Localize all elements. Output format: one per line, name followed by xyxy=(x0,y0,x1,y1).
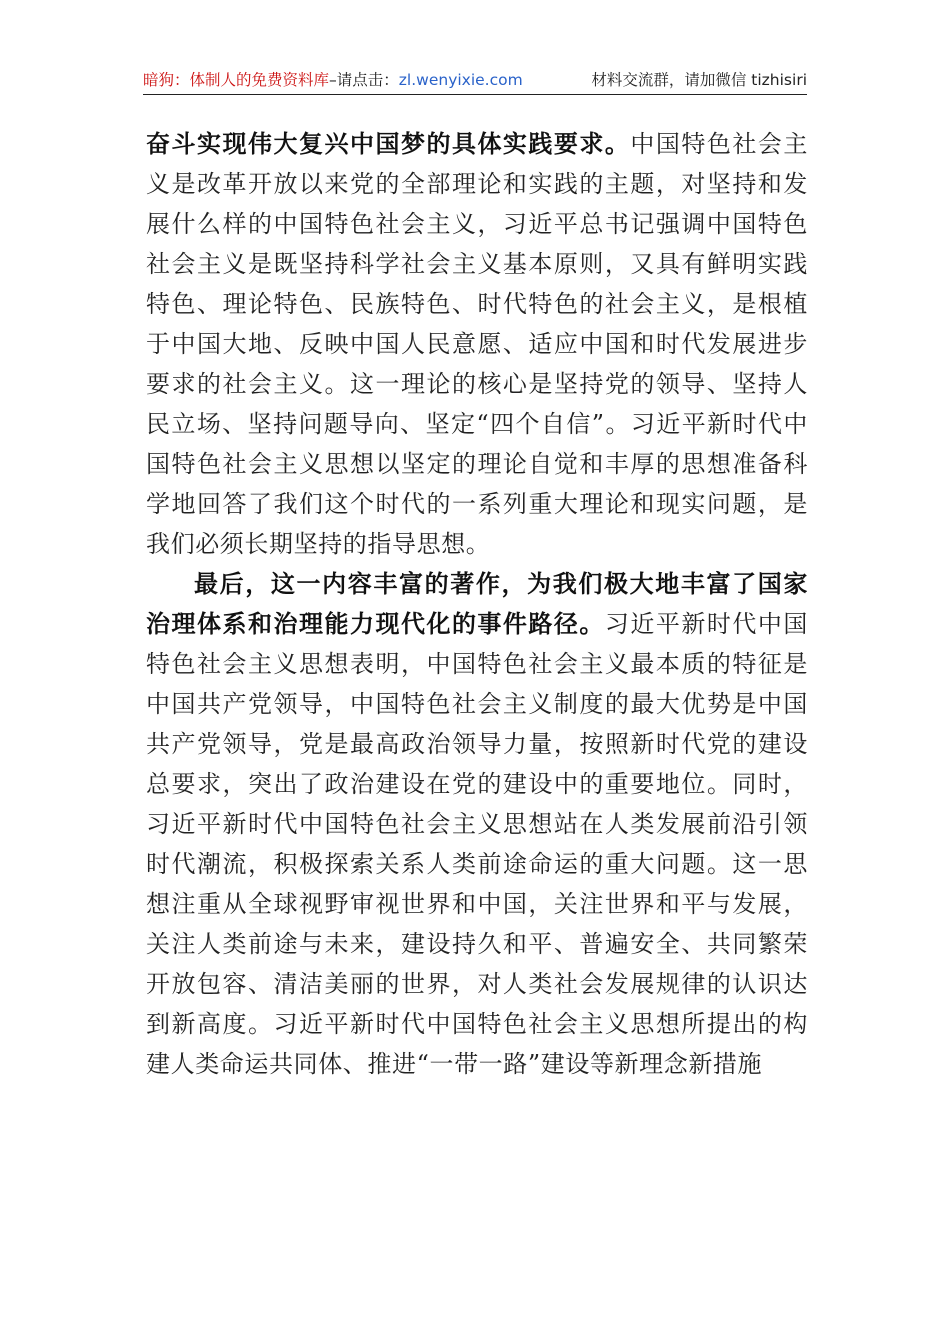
paragraph-text: 习近平新时代中国特色社会主义思想表明，中国特色社会主义最本质的特征是中国共产党领导，中国特色社会主义制度的最大优势是中国共产党领导，党是最高政治领导力量，按照新时代党的建设总要求，突出了政治建设在党的建设中的重要地位。同时，习近平新时代中国特色社会主义思想站在人类发展前沿引领时代潮流，积极探索关系人类前途命运的重大问题。这一思想注重从全球视野审视世界和中国，关注世界和平与发展，关注人类前途与未来，建设持久和平、普遍安全、共同繁荣开放包容、清洁美丽的世界，对人类社会发展规律的认识达到新高度。习近平新时代中国特色社会主义思想所提出的构建人类命运共同体、推进“一带一路”建设等新理念新措施 xyxy=(146,610,808,1078)
paragraph xyxy=(146,564,808,1084)
document-body xyxy=(146,124,808,1084)
paragraph-lead: 最后，这一内容丰富的著作，为我们极大地丰富了国家治理体系和治理能力现代化的事件路径。 xyxy=(146,569,808,638)
paragraph-text: 中国特色社会主义是改革开放以来党的全部理论和实践的主题，对坚持和发展什么样的中国特色社会主义，习近平总书记强调中国特色社会主义是既坚持科学社会主义基本原则，又具有鲜明实践特色、理论特色、民族特色、时代特色的社会主义，是根植于中国大地、反映中国人民意愿、适应中国和时代发展进步要求的社会主义。这一理论的核心是坚持党的领导、坚持人民立场、坚持问题导向、坚定“四个自信”。习近平新时代中国特色社会主义思想以坚定的理论自觉和丰厚的思想准备科学地回答了我们这个时代的一系列重大理论和现实问题，是我们必须长期坚持的指导思想。 xyxy=(146,130,808,558)
header-prompt: –请点击： xyxy=(329,71,399,89)
paragraph xyxy=(146,124,808,564)
paragraph-lead: 奋斗实现伟大复兴中国梦的具体实践要求。 xyxy=(146,129,631,158)
header-brand: 暗狗：体制人的免费资料库 xyxy=(143,71,330,89)
header-link[interactable]: zl.wenyixie.com xyxy=(398,71,523,89)
page-header xyxy=(143,70,807,95)
header-wechat-note: 材料交流群，请加微信 tizhisiri xyxy=(591,71,807,89)
